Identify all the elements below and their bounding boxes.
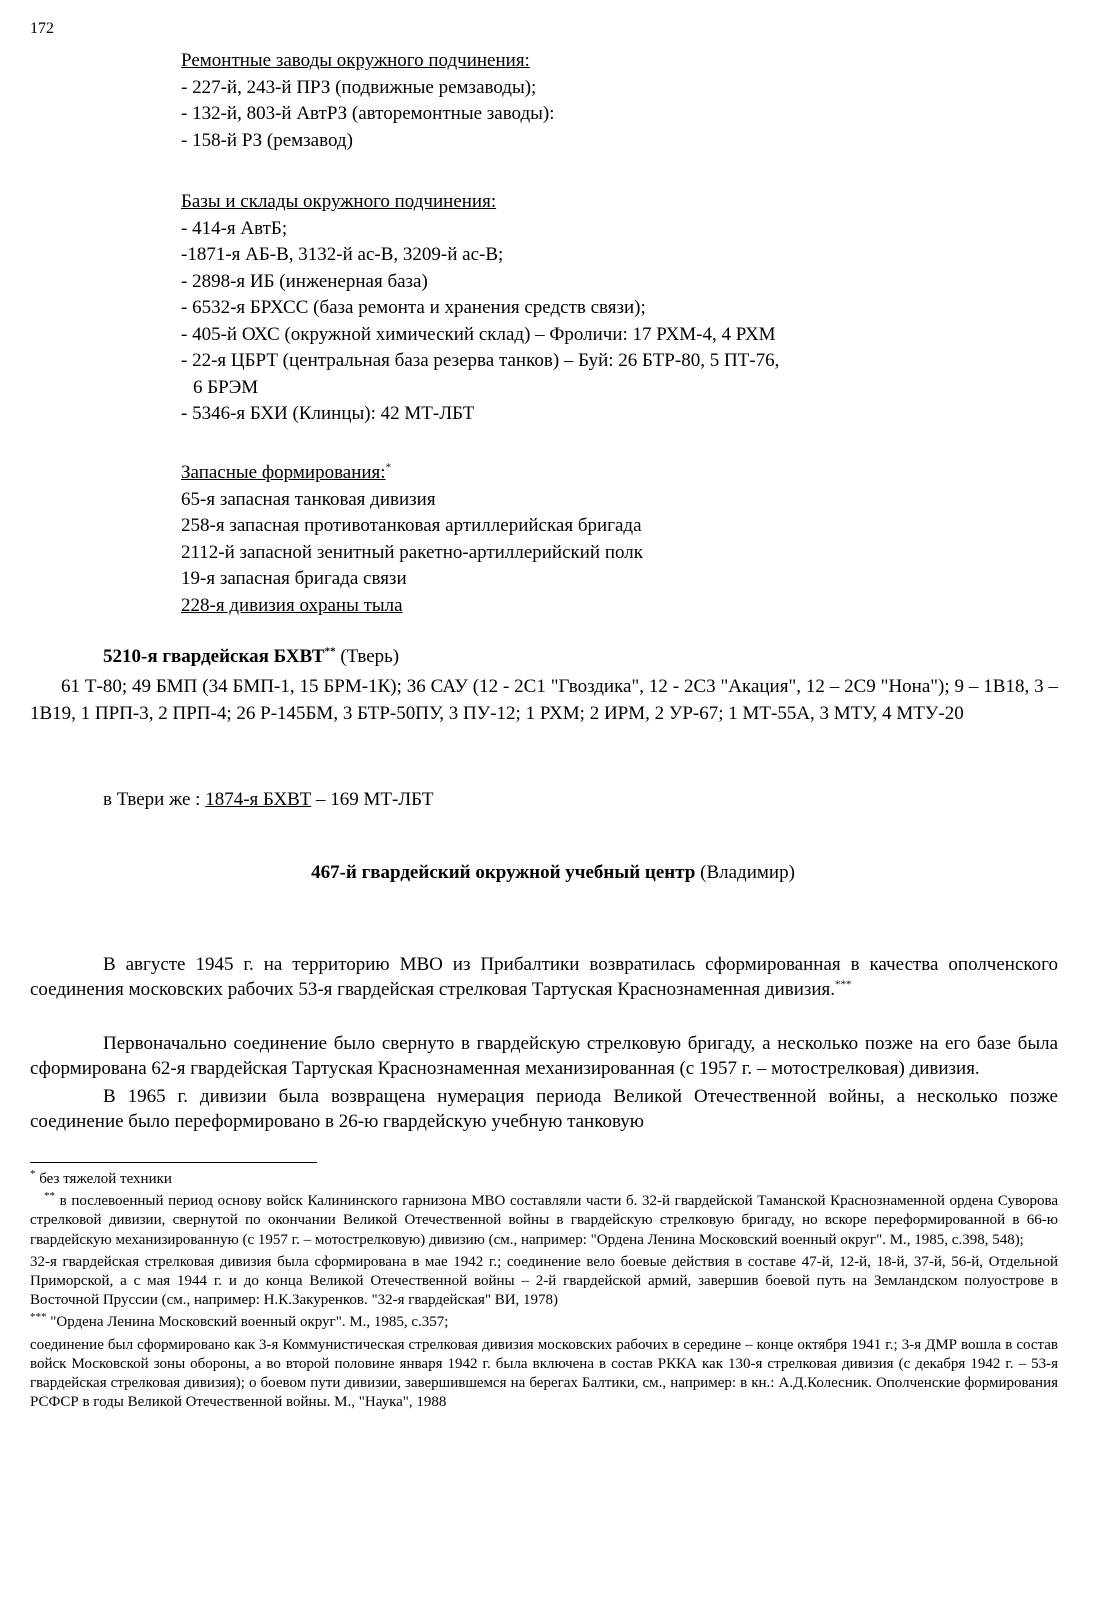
paragraph-text: В августе 1945 г. на территорию МВО из Прибалтики возвратилась сформированная в качества ополченского соединения московских рабочих 53-я гвардейская стрелковая Тартуская Краснознаменная дивизия. [30,954,1058,1000]
list-item-continuation: 6 БРЭМ [193,376,259,398]
tver-suffix: – 169 МТ-ЛБТ [311,789,434,810]
reserve-section [181,460,643,619]
bases-section [181,189,779,428]
list-item: - 2898-я ИБ (инженерная база) [181,270,428,292]
bases-heading: Базы и склады окружного подчинения: [181,191,497,212]
unit-5210-name: 5210-я гвардейская БХВТ [103,646,325,667]
footnote [30,1313,1058,1332]
unit-5210-title [103,646,399,668]
list-item: 228-я дивизия охраны тыла [181,594,403,616]
footnote-text: "Ордена Ленина Московский военный округ". М., 1985, с.357; [46,1314,449,1331]
list-item: 19-я запасная бригада связи [181,568,407,589]
repair-plants-heading: Ремонтные заводы окружного подчинения: [181,50,530,71]
repair-plants-section [181,48,555,154]
list-item: 65-я запасная танковая дивизия [181,488,436,510]
list-item: - 414-я АвтБ; [181,217,288,239]
reserve-heading-line [181,460,643,487]
footnote-continuation: соединение был сформировано как 3-я Коммунистическая стрелковая дивизия московских рабочих в середине – конце октября 1941 г.; 3-я ДМР вошла в состав войск Московской зоны обороны, а во второй половине января 1942 г. была включена в состав РККА как 130-я стрелковая дивизия (с декабря 1942 г. – 53-я гвардейская стрелковая дивизия); о боевом пути дивизии, завершившемся на берегах Балтики, см., например: в кн.: А.Д.Колесник. Ополченские формирования РСФСР в годы Великой Отечественной войны. М., "Наука", 1988 [30,1336,1058,1411]
paragraph [30,952,1058,1002]
list-item: - 22-я ЦБРТ (центральная база резерва танков) – Буй: 26 БТР-80, 5 ПТ-76, [181,350,780,371]
footnote-text: в послевоенный период основу войск Калининского гарнизона МВО составляли части б. 32-й гвардейской Таманской Краснознаменной ордена Суворова стрелковой дивизии, свернутой по окончании Великой Отечественной войны в гвардейскую стрелковую бригаду, но вскоре переформированной в 66-ю гвардейскую механизированную (с 1957 г. – мотострелковую) дивизию (см., например: "Ордена Ленина Московский военный округ". М., 1985, с.398, 548); [30,1193,1058,1248]
tver-also-line [103,789,433,811]
footnote-mark: * [30,1168,36,1180]
section-title-location: (Владимир) [695,862,795,883]
paragraph: Первоначально соединение было свернуто в гвардейскую стрелковую бригаду, а несколько позже на его базе была сформирована 62-я гвардейская Тартуская Краснознаменная механизированная (с 1957 г. – мотострелковая) дивизия. [30,1033,1058,1079]
list-item: - 132-й, 803-й АвтРЗ (авторемонтные заводы): [181,103,555,124]
list-item: - 405-й ОХС (окружной химический склад) – Фроличи: 17 РХМ-4, 4 РХМ [181,323,776,345]
footnote-mark: * [385,461,392,474]
tver-unit: 1874-я БХВТ [205,789,312,810]
list-item: 258-я запасная противотанковая артиллерийская бригада [181,515,642,536]
list-item: 2112-й запасной зенитный ракетно-артиллерийский полк [181,541,643,563]
footnotes [30,1170,1058,1415]
list-item: -1871-я АБ-В, 3132-й ас-В, 3209-й ас-В; [181,244,504,265]
footnote-mark: *** [835,978,852,991]
footnote-mark: ** [324,645,336,658]
unit-5210-location: (Тверь) [335,646,400,667]
footnote-text: без тяжелой техники [35,1171,172,1187]
footnote-mark: ** [44,1190,55,1203]
footnote-divider [30,1162,317,1163]
section-title-bold: 467-й гвардейский окружной учебный центр [311,862,696,883]
reserve-heading: Запасные формирования: [181,462,386,483]
section-title [0,862,1106,884]
list-item: - 227-й, 243-й ПРЗ (подвижные ремзаводы); [181,76,537,98]
list-item: - 5346-я БХИ (Клинцы): 42 МТ-ЛБТ [181,403,475,424]
footnote-mark: *** [30,1311,47,1324]
footnote [30,1170,1058,1189]
page-number: 172 [30,20,54,37]
paragraph: В 1965 г. дивизии была возвращена нумерация периода Великой Отечественной войны, а несколько позже соединение было переформировано в 26-ю гвардейскую учебную танковую [30,1086,1058,1132]
list-item: - 158-й РЗ (ремзавод) [181,129,353,151]
tver-prefix: в Твери же : [103,789,206,810]
footnote [30,1192,1058,1250]
list-item: - 6532-я БРХСС (база ремонта и хранения средств связи); [181,297,646,318]
unit-5210-equipment: 61 Т-80; 49 БМП (34 БМП-1, 15 БРМ-1К); 36 САУ (12 - 2С1 "Гвоздика", 12 - 2С3 "Акация", 12 – 2С9 "Нона"); 9 – 1В18, 3 – 1В19, 1 ПРП-3, 2 ПРП-4; 26 Р-145БМ, 3 БТР-50ПУ, 3 ПУ-12; 1 РХМ; 2 ИРМ, 2 УР-67; 1 МТ-55А, 3 МТУ, 4 МТУ-20 [30,676,1058,724]
footnote-continuation: 32-я гвардейская стрелковая дивизия была сформирована в мае 1942 г.; соединение вело боевые действия в составе 47-й, 12-й, 18-й, 37-й, 56-й, Отдельной Приморской, а с мая 1944 г. и до конца Великой Отечественной войны – 2-й гвардейской армий, завершив боевой путь на Земландском полуострове в Восточной Пруссии (см., например: Н.К.Закуренков. "32-я гвардейская" ВИ, 1978) [30,1253,1058,1309]
